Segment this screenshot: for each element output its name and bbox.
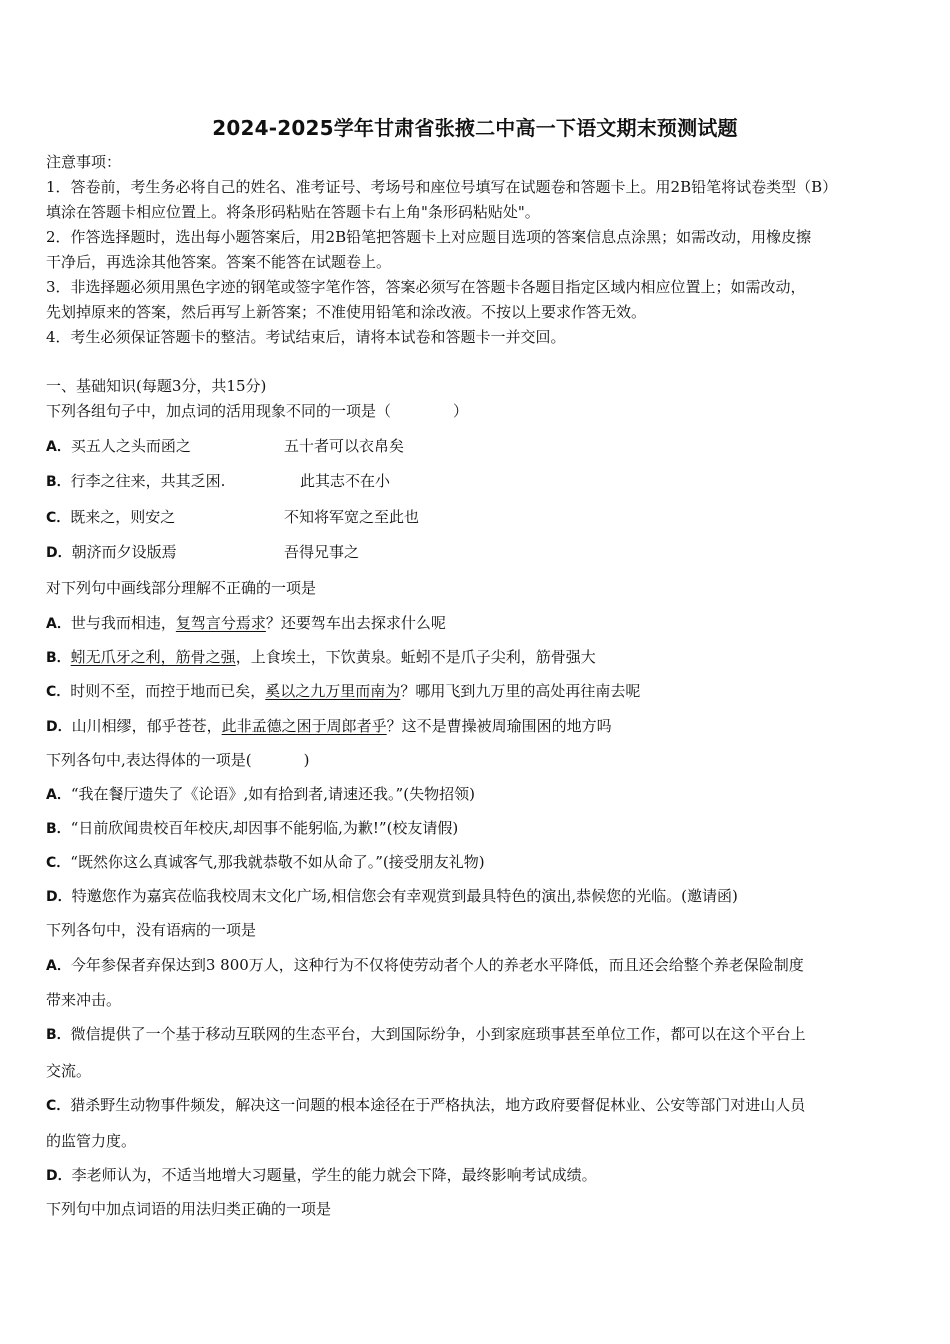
option-pre: 世与我而相违， xyxy=(70,614,176,632)
q1-option-d xyxy=(46,542,177,563)
option-underlined: 复驾言兮焉求 xyxy=(175,614,266,632)
q1-option-a xyxy=(46,436,191,457)
option-right: 五十者可以衣帛矣 xyxy=(284,437,405,455)
option-label: B． xyxy=(46,650,71,666)
question-stem xyxy=(46,401,468,421)
question-stem xyxy=(46,750,309,770)
option-underlined: 蚓无爪牙之利，筋骨之强 xyxy=(70,648,236,666)
option-underlined: 此非孟德之困于周郎者乎 xyxy=(221,717,387,735)
option-label: A． xyxy=(46,616,71,632)
option-text: 猎杀野生动物事件频发，解决这一问题的根本途径在于严格执法，地方政府要督促林业、公安等部门对进山人员 xyxy=(70,1096,806,1114)
option-label: C． xyxy=(46,855,71,871)
option-right: 不知将军宽之至此也 xyxy=(284,508,420,526)
question-stem-end: ） xyxy=(453,402,469,420)
option-label: C． xyxy=(46,510,71,526)
option-label: C． xyxy=(46,1098,71,1114)
q4-option-b xyxy=(46,1024,806,1045)
option-continuation: 带来冲击。 xyxy=(46,991,122,1009)
option-label: A． xyxy=(46,439,71,455)
q3-option-d xyxy=(46,886,738,907)
question-stem-end: ) xyxy=(303,751,310,769)
option-post: ，上食埃土，下饮黄泉。蚯蚓不是爪子尖利，筋骨强大 xyxy=(235,648,596,666)
page-title: 2024-2025学年甘肃省张掖二中高一下语文期末预测试题 xyxy=(212,116,738,140)
option-continuation: 的监管力度。 xyxy=(46,1132,137,1150)
section-heading: 一、基础知识(每题3分，共15分) xyxy=(46,377,267,395)
notice-line: 4．考生必须保证答题卡的整洁。考试结束后，请将本试卷和答题卡一并交回。 xyxy=(46,328,566,346)
notice-line: 先划掉原来的答案，然后再写上新答案；不准使用铅笔和涂改液。不按以上要求作答无效。 xyxy=(46,303,647,321)
option-text: “我在餐厅遗失了《论语》,如有拾到者,请速还我。”(失物招领) xyxy=(70,785,475,803)
option-text: 李老师认为，不适当地增大习题量，学生的能力就会下降，最终影响考试成绩。 xyxy=(71,1166,597,1184)
option-left: 既来之，则安之 xyxy=(70,508,176,526)
q3-option-b xyxy=(46,818,458,839)
notice-line: 1．答卷前，考生务必将自己的姓名、准考证号、考场号和座位号填写在试题卷和答题卡上。用2B铅笔将试卷类型（B） xyxy=(46,178,838,196)
option-underlined: 奚以之九万里而南为 xyxy=(265,682,401,700)
option-left: 行李之往来，共其乏困. xyxy=(70,472,226,490)
option-label: B． xyxy=(46,1027,71,1043)
notice-line: 2．作答选择题时，选出每小题答案后，用2B铅笔把答题卡上对应题目选项的答案信息点涂黑；如需改动，用橡皮擦 xyxy=(46,228,812,246)
option-post: ？哪用飞到九万里的高处再往南去呢 xyxy=(400,682,641,700)
question-stem-text: 下列各句中,表达得体的一项是( xyxy=(46,751,252,769)
question-stem: 下列各句中，没有语病的一项是 xyxy=(46,921,257,939)
option-post: ？还要驾车出去探求什么呢 xyxy=(265,614,446,632)
option-post: ？这不是曹操被周瑜围困的地方吗 xyxy=(386,717,612,735)
option-left: 朝济而夕设版焉 xyxy=(71,543,177,561)
option-label: D． xyxy=(46,719,72,735)
option-text: “既然你这么真诚客气,那我就恭敬不如从命了。”(接受朋友礼物) xyxy=(70,853,485,871)
q4-option-d xyxy=(46,1165,597,1186)
question-stem-text: 下列各组句子中，加点词的活用现象不同的一项是（ xyxy=(46,402,392,420)
option-left: 买五人之头而函之 xyxy=(70,437,191,455)
q2-option-c xyxy=(46,681,640,702)
notice-line: 填涂在答题卡相应位置上。将条形码粘贴在答题卡右上角"条形码粘贴处"。 xyxy=(46,203,540,221)
q2-option-d xyxy=(46,716,612,737)
q2-option-b xyxy=(46,647,596,668)
q2-option-a xyxy=(46,613,446,634)
q4-option-a xyxy=(46,955,804,976)
option-text: 微信提供了一个基于移动互联网的生态平台，大到国际纷争，小到家庭琐事甚至单位工作，都可以在这个平台上 xyxy=(70,1025,806,1043)
option-pre: 时则不至，而控于地而已矣， xyxy=(70,682,266,700)
question-stem: 对下列句中画线部分理解不正确的一项是 xyxy=(46,579,317,597)
option-label: B． xyxy=(46,821,71,837)
q1-option-c xyxy=(46,507,175,528)
notice-heading: 注意事项： xyxy=(46,153,122,171)
option-text: 特邀您作为嘉宾莅临我校周末文化广场,相信您会有幸观赏到最具特色的演出,恭候您的光临。(邀请函) xyxy=(71,887,738,905)
option-pre: 山川相缪，郁乎苍苍， xyxy=(71,717,222,735)
option-label: C． xyxy=(46,684,71,700)
option-text: “日前欣闻贵校百年校庆,却因事不能躬临,为歉!”(校友请假) xyxy=(70,819,459,837)
option-label: B． xyxy=(46,474,71,490)
option-label: D． xyxy=(46,545,72,561)
option-label: D． xyxy=(46,1168,72,1184)
q1-option-b xyxy=(46,471,225,492)
option-label: A． xyxy=(46,958,71,974)
option-text: 今年参保者弃保达到3 800万人，这种行为不仅将使劳动者个人的养老水平降低，而且还会给整个养老保险制度 xyxy=(70,956,804,974)
notice-line: 3．非选择题必须用黑色字迹的钢笔或签字笔作答，答案必须写在答题卡各题目指定区域内相应位置上；如需改动， xyxy=(46,278,806,296)
notice-line: 干净后，再选涂其他答案。答案不能答在试题卷上。 xyxy=(46,253,392,271)
option-right: 吾得兄事之 xyxy=(284,543,360,561)
question-stem: 下列句中加点词语的用法归类正确的一项是 xyxy=(46,1200,332,1218)
q3-option-a xyxy=(46,784,475,805)
option-label: D． xyxy=(46,889,72,905)
option-label: A． xyxy=(46,787,71,803)
option-continuation: 交流。 xyxy=(46,1062,92,1080)
q4-option-c xyxy=(46,1095,805,1116)
q3-option-c xyxy=(46,852,485,873)
option-right: 此其志不在小 xyxy=(300,472,391,490)
